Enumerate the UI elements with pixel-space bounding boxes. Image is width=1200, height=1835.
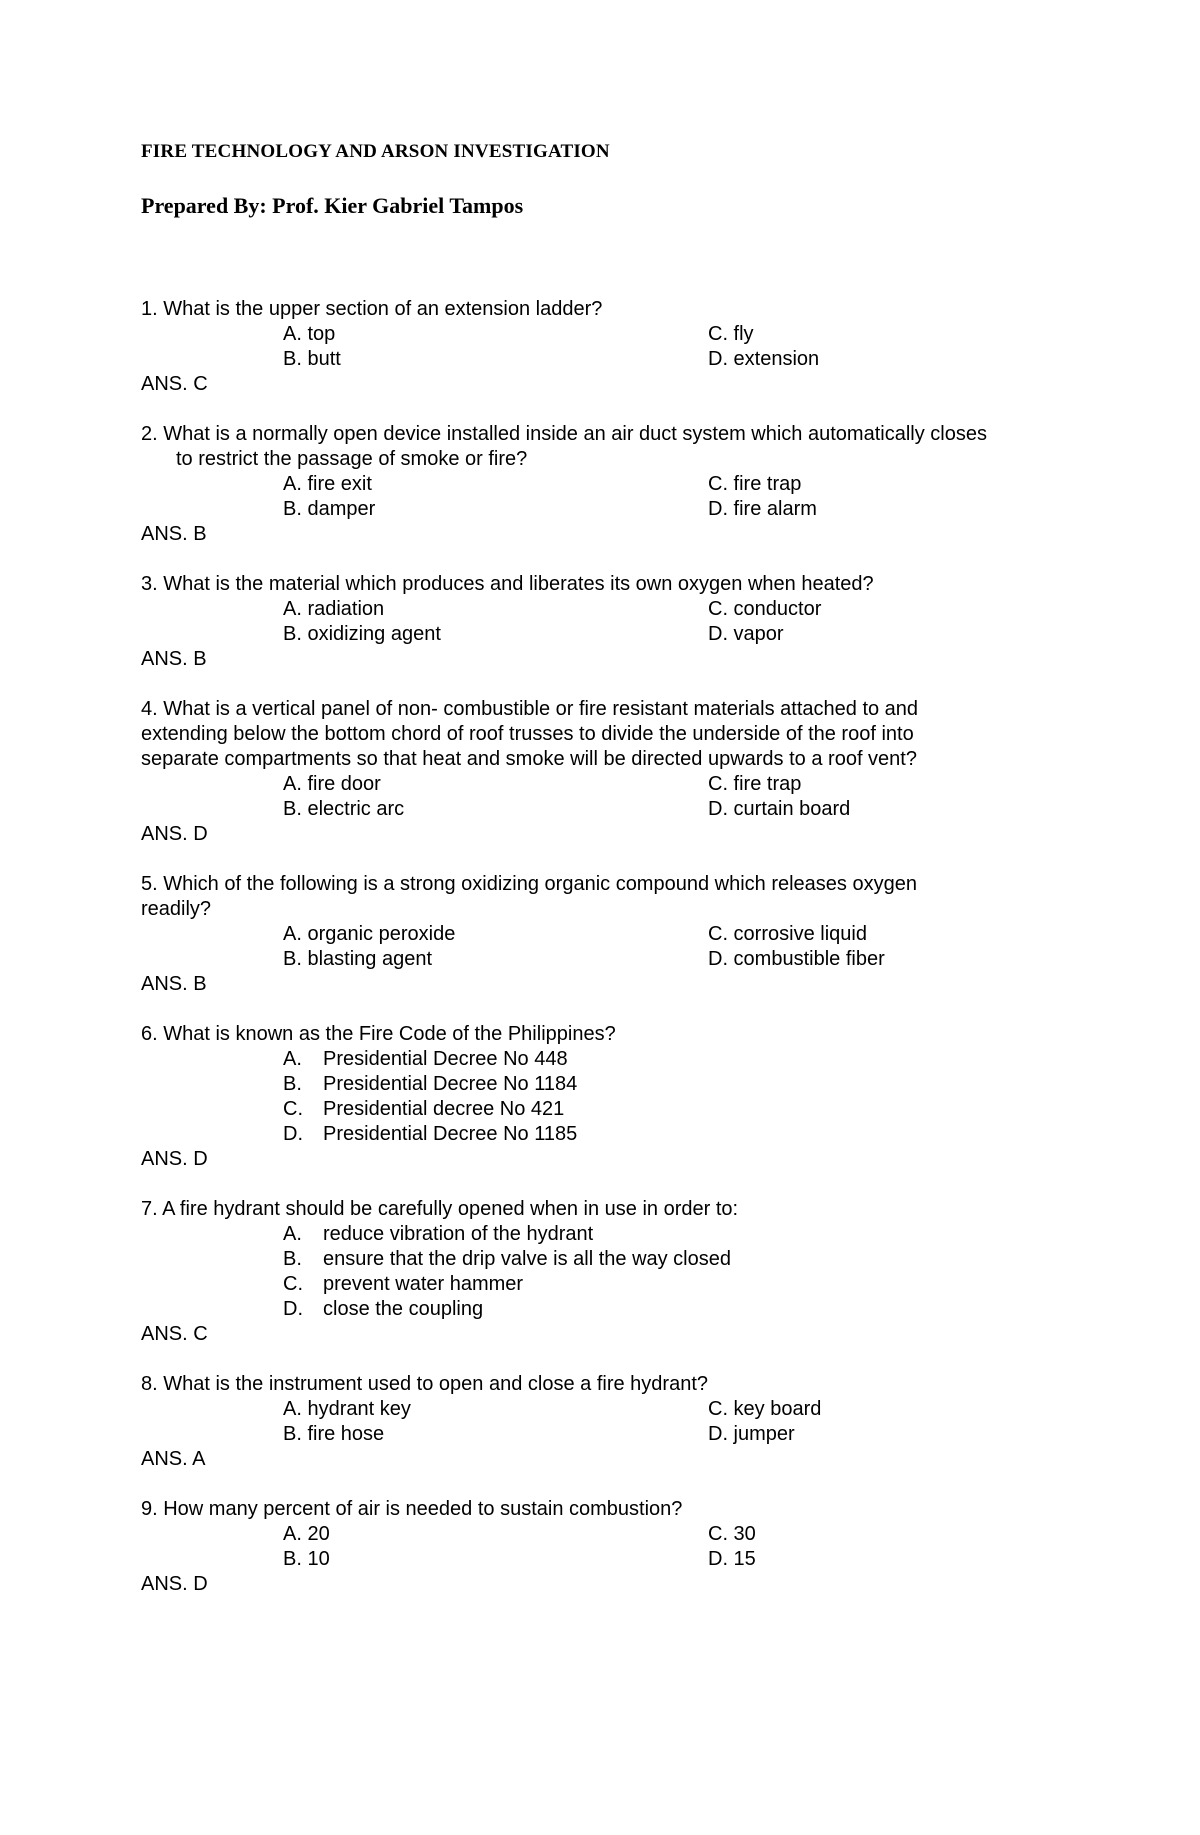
question-text: 9. How many percent of air is needed to sustain combustion? <box>141 1498 683 1520</box>
option-text: close the coupling <box>323 1298 484 1320</box>
option-b: B. blasting agent <box>283 948 432 970</box>
option-d: D. 15 <box>708 1548 756 1570</box>
option-c: C. 30 <box>708 1523 756 1545</box>
option-a: A. radiation <box>283 598 385 620</box>
option-letter: B. <box>283 1073 302 1095</box>
answer: ANS. D <box>141 823 208 845</box>
answer: ANS. D <box>141 1573 208 1595</box>
option-letter: D. <box>283 1123 303 1145</box>
option-a: A. organic peroxide <box>283 923 456 945</box>
option-text: Presidential Decree No 1185 <box>323 1123 578 1145</box>
option-b: B. oxidizing agent <box>283 623 441 645</box>
option-text: Presidential Decree No 448 <box>323 1048 568 1070</box>
question-text-continued: extending below the bottom chord of roof trusses to divide the underside of the roof into <box>141 723 914 745</box>
option-letter: D. <box>283 1298 303 1320</box>
question-text-continued: readily? <box>141 898 212 920</box>
option-a: A. 20 <box>283 1523 330 1545</box>
list-option-a <box>283 1047 568 1072</box>
option-b: B. damper <box>283 498 376 520</box>
option-letter: B. <box>283 1248 302 1270</box>
question-text: 6. What is known as the Fire Code of the Philippines? <box>141 1023 616 1045</box>
option-d: D. extension <box>708 348 820 370</box>
option-a: A. top <box>283 323 336 345</box>
list-option-b <box>283 1072 577 1097</box>
answer: ANS. C <box>141 1323 208 1345</box>
option-letter: C. <box>283 1098 303 1120</box>
option-text: Presidential decree No 421 <box>323 1098 565 1120</box>
list-option-a <box>283 1222 593 1247</box>
option-b: B. fire hose <box>283 1423 385 1445</box>
question-text: 2. What is a normally open device installed inside an air duct system which automatically closes <box>141 423 987 445</box>
option-text: Presidential Decree No 1184 <box>323 1073 578 1095</box>
option-c: C. conductor <box>708 598 822 620</box>
option-c: C. corrosive liquid <box>708 923 867 945</box>
option-c: C. key board <box>708 1398 822 1420</box>
question-text: 3. What is the material which produces and liberates its own oxygen when heated? <box>141 573 874 595</box>
option-d: D. vapor <box>708 623 784 645</box>
option-d: D. fire alarm <box>708 498 817 520</box>
option-letter: A. <box>283 1048 302 1070</box>
question-text: 8. What is the instrument used to open and close a fire hydrant? <box>141 1373 708 1395</box>
answer: ANS. B <box>141 973 207 995</box>
prepared-by: Prepared By: Prof. Kier Gabriel Tampos <box>141 193 524 218</box>
option-a: A. hydrant key <box>283 1398 411 1420</box>
option-text: prevent water hammer <box>323 1273 524 1295</box>
question-text-continued: to restrict the passage of smoke or fire? <box>176 448 528 470</box>
question-text: 4. What is a vertical panel of non- combustible or fire resistant materials attached to and <box>141 698 919 720</box>
option-text: reduce vibration of the hydrant <box>323 1223 594 1245</box>
question-text: 1. What is the upper section of an extension ladder? <box>141 298 603 320</box>
option-text: ensure that the drip valve is all the way closed <box>323 1248 731 1270</box>
list-option-c <box>283 1272 523 1297</box>
answer: ANS. A <box>141 1448 206 1470</box>
option-b: B. electric arc <box>283 798 405 820</box>
option-letter: A. <box>283 1223 302 1245</box>
list-option-d <box>283 1122 577 1147</box>
option-a: A. fire door <box>283 773 381 795</box>
answer: ANS. B <box>141 523 207 545</box>
document-title: FIRE TECHNOLOGY AND ARSON INVESTIGATION <box>141 141 610 162</box>
answer: ANS. C <box>141 373 208 395</box>
option-d: D. jumper <box>708 1423 795 1445</box>
question-text: 5. Which of the following is a strong oxidizing organic compound which releases oxygen <box>141 873 917 895</box>
list-option-d <box>283 1297 483 1322</box>
list-option-b <box>283 1247 731 1272</box>
option-d: D. combustible fiber <box>708 948 885 970</box>
option-letter: C. <box>283 1273 303 1295</box>
option-b: B. butt <box>283 348 341 370</box>
option-d: D. curtain board <box>708 798 851 820</box>
option-b: B. 10 <box>283 1548 330 1570</box>
option-c: C. fly <box>708 323 754 345</box>
answer: ANS. B <box>141 648 207 670</box>
question-text-continued: separate compartments so that heat and smoke will be directed upwards to a roof vent? <box>141 748 917 770</box>
question-text: 7. A fire hydrant should be carefully opened when in use in order to: <box>141 1198 739 1220</box>
option-a: A. fire exit <box>283 473 372 495</box>
list-option-c <box>283 1097 564 1122</box>
option-c: C. fire trap <box>708 773 802 795</box>
option-c: C. fire trap <box>708 473 802 495</box>
answer: ANS. D <box>141 1148 208 1170</box>
